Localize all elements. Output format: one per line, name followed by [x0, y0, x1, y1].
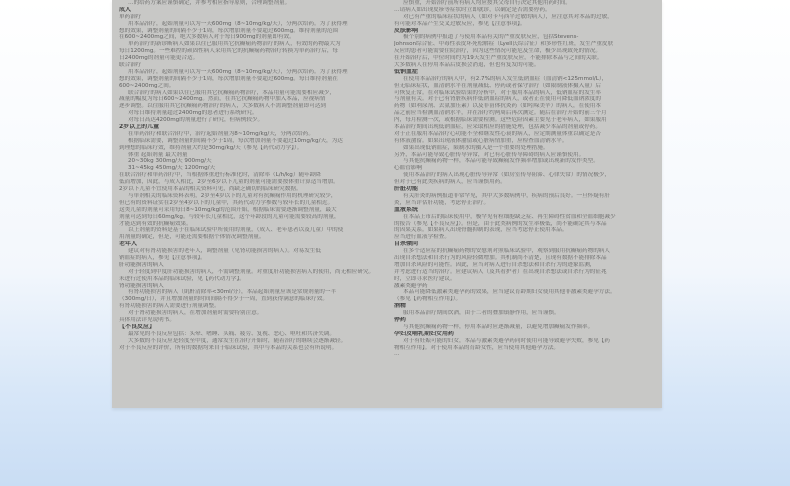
- text-line: 出现自杀想法和自杀行为的风险轻微增加。其机制尚不清楚，且现有数据不能排除本品: [394, 254, 607, 261]
- text-line: Johnson综合征、中毒性表皮坏死松解症（Lyell氏综合征）和多形性红斑，发生严重皮肤: [394, 41, 614, 48]
- text-line: 时，立即寻求医疗建议。: [394, 275, 456, 282]
- text-line: 用本品治疗，起始剂量可以为一天600mg（8~10mg/kg/天），分两次给药。为了获得理: [128, 20, 348, 27]
- text-line: 在多个适应症的抗癫痫药物的安慰剂对照临床试验中，观察到服用抗癫痫药物的病人: [403, 248, 610, 255]
- section-heading: 酒精: [394, 303, 407, 310]
- text-line: 单药治疗的新诊断病人如果以往已服用其它抗癫痫药物治疗的病人，有效的药物最大为: [128, 41, 341, 48]
- text-line: 最常见的不良反应包括：头晕、嗜睡、头痛、疲劳、复视、恶心、呕吐和共济失调。: [128, 330, 335, 337]
- text-line: 应慎重，开始治疗前所有病人均应按其父母自行决定其他用药时间。: [403, 0, 571, 6]
- text-line: 品之前应当检测血清钠水平，并在治疗约两周后再次测定。随后在治疗开始的前三个月: [394, 110, 607, 117]
- section-heading: 低钠血症: [394, 68, 419, 75]
- text-line: 对每日维持剂量超过2400mg的患者进行系统研究。: [128, 110, 258, 117]
- text-line: 的因果关系。如果病人出现骨髓抑制的表现，应当考虑停止使用本品。: [394, 227, 568, 234]
- text-line: 体重 起始剂量 最大剂量: [128, 151, 188, 158]
- text-line: 极个别的病例中报道了与使用本品有关的严重皮肤反应，包括Stevens-: [403, 34, 579, 41]
- text-line: 根据临床需要，调整剂量的间隔不少于1周，每次增加剂量不要超过10mg/kg/天，为达: [128, 137, 343, 144]
- section-heading: 肝脏功能: [394, 186, 419, 193]
- text-line: 对已有严重的临床症状的病人（如对卡马西平过敏的病人），应注意其对本品的过敏，: [403, 13, 613, 20]
- text-line: 应当进行血液学检查。: [394, 234, 450, 241]
- text-line: 内，每月检测一次，或根据临床需要检测。这些危险因素主要见于老年病人，如果服用: [394, 117, 607, 124]
- text-line: 有肾功能损害的病人需要进行剂量调整。: [119, 303, 220, 310]
- text-line: 本品可能降低激素类避孕药的效果，应当建议育龄期妇女使用其他非激素类避孕方法。: [403, 289, 616, 296]
- text-line: 低而增加，因此，与成人相比，2岁至6岁以下儿童的剂量可能需要按体重计算适当增加。: [119, 179, 339, 186]
- text-line: 在本品上市后的临床使用中，极罕见有粒细胞缺乏症、再生障碍性贫血和全血细胞减少: [403, 213, 616, 220]
- text-line: 对每日高达4200mg的剂量进行了研究，但病例较少。: [128, 117, 264, 124]
- text-line: 对于肾功能损害的病人，在增加剂量时需要特别注意。: [128, 310, 263, 317]
- section-heading: 停药: [394, 316, 407, 323]
- text-line: 未进行过使用本品的临床试验，见【药代动力学】。: [119, 275, 245, 282]
- text-line: 建议对有肾功能损害的老年人，调整剂量（见肾功能损害的病人）。对易发生低: [128, 248, 321, 255]
- text-line: 在600~2400mg之间，绝大多数病人对于每日900mg的剂量即有效。: [119, 34, 295, 41]
- text-line: 与其他抗癫痫药物一样，停用本品时应逐渐减量，以避免增加癫痫发作频率。: [403, 323, 594, 330]
- text-line: 有关肝炎的病例报道非常罕见，其中大多数病例中，疾病的预后良好。一旦怀疑有肝: [403, 192, 610, 199]
- section-heading: 自杀倾向: [394, 241, 419, 248]
- text-line: 对于有妊娠可能的妇女，本品与激素类避孕药同时使用可能导致避孕失败，参见【药: [403, 337, 610, 344]
- text-line: （300mg/日），并且增加剂量的时间间隔不得少于一周，直到获得满意的临床疗效。: [119, 296, 328, 303]
- text-line: 具体用法详见说明书。: [119, 316, 175, 323]
- leaflet-right-column: [394, 0, 658, 408]
- text-line: 大多数病人在停用本品后皮损会消退，但也有复发的可能。: [394, 62, 540, 69]
- text-line: 逐步调整。以往服用其它抗癫痫药物治疗的病人，大多数病人不需调整剂量即可达到: [119, 103, 326, 110]
- text-line: 物相互作用】。对于使用本品的育龄女性，应当使用其他避孕方法。: [394, 344, 560, 351]
- text-line: 大多数的不良反应是轻度至中度，通常发生在治疗开始时，随着治疗的继续会逐渐减轻。: [128, 337, 347, 344]
- text-line: 对于正在服用本品治疗心功能不全和继发性心衰的病人，应定期测量体重以确定是否: [394, 130, 601, 137]
- section-heading: 老年人: [119, 241, 138, 248]
- text-line: 有体液潴留。如果出现液体潴留或心脏病情加重，应检查血清钠水平。: [394, 137, 568, 144]
- subsection-heading: 联合治疗: [119, 62, 142, 69]
- text-line: 有可能对本品产生交叉过敏反应，参见【注意事项】。: [394, 20, 526, 27]
- text-line: …请病人如出现皮疹等症状时立即就诊，以确定是否需要停药。: [394, 6, 551, 13]
- text-line: 如果出现低钠血症，限制水的摄入是一个重要的处理措施。: [403, 144, 549, 151]
- text-line: 药物（如利尿剂、去氨加压素）以及非甾体抗炎药（如吲哚美辛）的病人，在使用本: [394, 103, 601, 110]
- text-line: 想的效果，调整剂量的间隔不少于1周，每次增加剂量不要超过600mg。维持剂量的范围: [119, 27, 339, 34]
- text-line: 用剂量的确定，但是，可能还需要根据个体情况调整剂量。: [119, 234, 265, 241]
- text-line: 以上剂量的资料是基于在临床试验中所使用的剂量，（成人、老年患者以及儿童）中的使: [128, 227, 344, 234]
- text-line: 与单剂相关的临床资料表明，2岁至4岁以下的儿童对有抗癫痫作用的机理研究较少，: [128, 192, 337, 199]
- text-line: 本品治疗期间出现低钠血症，应采取相应的措施处理，包括减少本品的剂量或停药。: [394, 124, 601, 131]
- text-line: 剂量可达到每日60mg/kg。与较年长儿童相比，这个年龄段的儿童可能需要较高的剂量，: [119, 213, 340, 220]
- text-line: 日2400mg的剂量可能更合适。: [119, 55, 199, 62]
- drug-leaflet-page: [112, 0, 662, 408]
- text-line: （参见【药物相互作用】）。: [394, 296, 462, 303]
- text-line: 这类儿童的剂量可采用每日8~10mg/kg的范围开始，根据临床需要逐渐调整剂量，最大: [119, 206, 337, 213]
- text-line: 每日1200mg。一些难控的顽固性病人采用其它的抗癫痫药物治疗转换为单药治疗后，每: [119, 48, 339, 55]
- text-line: …: [394, 351, 400, 358]
- section-heading: 成人: [119, 6, 132, 13]
- text-line: 在联合治疗和单药治疗中，当根据体重进行标准化时，清除率（L/h/kg）随年龄降: [119, 172, 321, 179]
- text-line: 到理想的临床疗效，维持剂量大约是30mg/kg/天（参见【药代动力学】）。: [119, 144, 303, 151]
- text-line: 可恢复正常。在对临床试验结果的分析中，对于服用本品的病人，低钠血症的发生率: [394, 89, 601, 96]
- text-line: 钠血症的病人，参见【注意事项】。: [119, 254, 206, 261]
- subsection-heading: 单药治疗: [119, 13, 142, 20]
- text-line: …的给药方案应谨慎确定，并参考相应指导原则，合理调整剂量。: [128, 0, 291, 6]
- text-line: 但已有的资料证实在2岁至4岁以下的儿童中，其药代动力学参数与较年长的儿童相近。: [119, 199, 334, 206]
- text-line: 但对于已有此类疾病的病人，应当谨慎用药。: [394, 179, 506, 186]
- text-line: 使用本品治疗的病人出现心脏传导异常（如房室传导阻滞、心律失常）的情况极少，: [403, 172, 610, 179]
- subsection-heading: 肝功能损害的病人: [119, 261, 164, 268]
- text-line: 对于轻度到中度肝功能损害的病人，不需调整剂量。对重度肝功能损害病人的使用，尚无相应研究。: [128, 268, 375, 275]
- text-line: 的报告（参见【不良反应】）。但是，由于此类病例的发生率极低，尚不能确定其与本品: [394, 220, 607, 227]
- text-line: 在使用本品治疗的病人中，有2.7%的病人发生低钠血症（血清钠<125mmol/L），: [403, 75, 608, 82]
- text-line: 另外，本品可能导致心脏传导异常，对已有心脏传导障碍的病人应谨慎使用。: [394, 151, 585, 158]
- text-line: 反应的患者可能需要住院治疗，因为这些情况可能危及生命，极少出现致死的情况。: [394, 48, 601, 55]
- subsection-heading: 激素类避孕药: [394, 282, 428, 289]
- text-line: 减量的幅度为每日600~2400mg。然而，在其它抗癫痫药物中加入本品，应视病情: [119, 96, 326, 103]
- text-line: 增加自杀风险的可能性。因此，应当对病人进行自杀想法和自杀行为的迹象监测，: [394, 261, 596, 268]
- section-heading: 血液系统: [394, 206, 419, 213]
- text-line: 在开始治疗后，中位时间约为19天发生严重皮肤反应，不能排除本品与之间的关联。: [394, 55, 603, 62]
- text-line: 600~2400mg之间。: [119, 82, 175, 89]
- text-line: 有肾功能损害的病人（肌酐清除率<30ml/分），本品起始剂量应该是常规剂量的一半: [128, 289, 337, 296]
- text-line: 20~30kg 300mg/天 900mg/天: [128, 158, 212, 165]
- section-heading: 2岁以上的儿童: [119, 124, 160, 131]
- text-line: 想的效果，调整剂量的间隔不少于1周，每次增加剂量不要超过600mg。每日维持剂量在: [119, 75, 339, 82]
- section-heading: 皮肤影响: [394, 27, 419, 34]
- text-line: 31~45kg 450mg/天 1200mg/天: [128, 165, 216, 172]
- section-heading: 孕妇及哺乳期妇女用药: [394, 330, 455, 337]
- text-line: 服用本品治疗期间饮酒，由于二者的叠加镇静作用，应当谨慎。: [403, 310, 560, 317]
- text-line: 但无临床症状，血清钠水平在剂量减低、停药或者保守治疗（如限制液体摄入量）后: [394, 82, 601, 89]
- text-line: 并考虑进行适当的治疗。应建议病人（及其看护者）在出现自杀想法或自杀行为的征兆: [394, 268, 607, 275]
- subsection-heading: 肾功能损害的病人: [119, 282, 164, 289]
- leaflet-left-column: [119, 0, 383, 408]
- text-line: 与剂量有关。对于已有肾脏疾病伴低钠血症的病人，或者正在使用可降低血钠浓度的: [394, 96, 601, 103]
- subsection-heading: 心血管影响: [394, 165, 422, 172]
- section-heading: 【不良反应】: [119, 323, 156, 330]
- text-line: 2岁以下儿童不宜使用本品的相关资料可见，尚缺乏确切的临床研究数据。: [119, 186, 302, 193]
- text-line: 炎，应当评估肝功能，考虑停止治疗。: [394, 199, 490, 206]
- text-line: 才能达到有效的抗癫痫效果。: [119, 220, 192, 227]
- text-line: 对于不良反应的评价，所有的数据均来自于临床试验，其中与本品的关系也会有所说明。: [119, 344, 338, 351]
- text-line: 联合治疗的病人如果以往已服用其它抗癫痫药物治疗，本品用量可能需要相应减少，: [128, 89, 335, 96]
- text-line: 与其他抗癫痫药物一样，本品可能导致癫痫发作频率增加或出现新的发作类型。: [403, 158, 599, 165]
- text-line: 在单药治疗和联合治疗中，治疗起始剂量为8~10mg/kg/天，分两次给药。: [128, 130, 314, 137]
- text-line: 用本品治疗，起始剂量可以为一天600mg（8~10mg/kg/天），分两次给药。为了获得理: [128, 68, 348, 75]
